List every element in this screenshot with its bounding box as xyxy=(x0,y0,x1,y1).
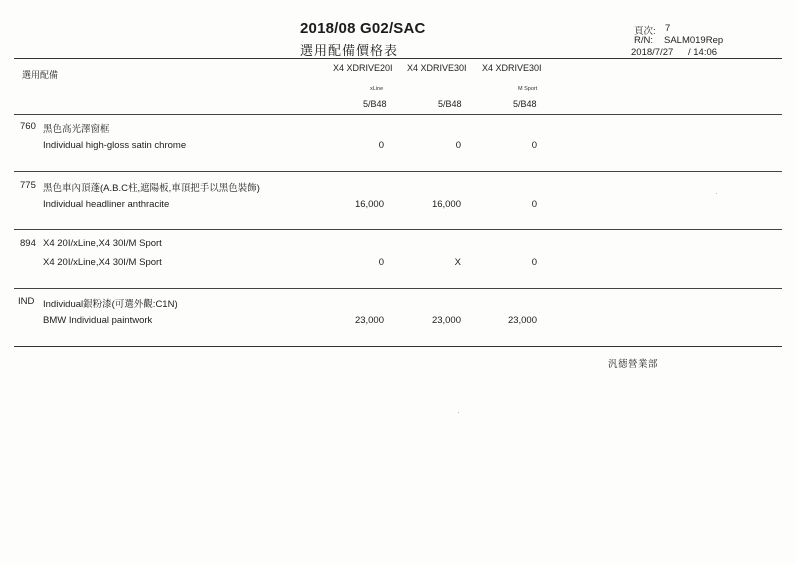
option-name-zh: X4 20I/xLine,X4 30I/M Sport xyxy=(43,238,162,249)
option-name-en: Individual high-gloss satin chrome xyxy=(43,140,187,151)
report-subtitle: 選用配備價格表 xyxy=(300,43,399,58)
column-header-rule xyxy=(14,114,782,115)
option-code: 775 xyxy=(20,180,36,191)
option-name-zh: 黑色高光澤窗框 xyxy=(43,124,110,135)
table-bottom-rule xyxy=(14,346,782,347)
price-model-3: 23,000 xyxy=(507,315,537,326)
report-date: 2018/7/27 xyxy=(631,47,674,58)
price-model-2: 23,000 xyxy=(431,315,461,326)
model-2-name: X4 XDRIVE30I xyxy=(407,63,467,73)
option-code: 760 xyxy=(20,121,36,132)
price-model-2: X xyxy=(454,257,461,268)
price-model-3: 0 xyxy=(531,140,537,151)
model-2-code: 5/B48 xyxy=(438,99,462,109)
option-name-zh: Individual銀粉漆(可選外觀:C1N) xyxy=(43,299,178,310)
option-name-en: X4 20I/xLine,X4 30I/M Sport xyxy=(43,257,162,268)
price-model-2: 0 xyxy=(455,140,461,151)
department-name: 汎德營業部 xyxy=(608,359,659,370)
page-label: 頁次: xyxy=(634,26,656,37)
model-3-code: 5/B48 xyxy=(513,99,537,109)
model-1-code: 5/B48 xyxy=(363,99,387,109)
model-3-name: X4 XDRIVE30I xyxy=(482,63,542,73)
row-divider xyxy=(14,171,782,172)
price-model-1: 0 xyxy=(378,140,384,151)
price-model-3: 0 xyxy=(531,199,537,210)
scan-speck xyxy=(716,193,717,194)
price-model-3: 0 xyxy=(531,257,537,268)
option-name-en: BMW Individual paintwork xyxy=(43,315,153,326)
row-divider xyxy=(14,288,782,289)
rn-value: SALM019Rep xyxy=(664,35,724,46)
price-model-1: 16,000 xyxy=(354,199,384,210)
price-model-1: 23,000 xyxy=(354,315,384,326)
option-name-zh: 黑色車內頂蓬(A.B.C柱,遮陽板,車頂把手以黑色裝飾) xyxy=(43,183,260,194)
row-divider xyxy=(14,229,782,230)
scan-speck xyxy=(458,412,459,413)
report-title: 2018/08 G02/SAC xyxy=(300,20,426,37)
price-model-2: 16,000 xyxy=(431,199,461,210)
page-number: 7 xyxy=(665,23,671,34)
option-code: 894 xyxy=(20,238,36,249)
model-1-name: X4 XDRIVE20I xyxy=(333,63,393,73)
option-code: IND xyxy=(18,296,35,307)
price-model-1: 0 xyxy=(378,257,384,268)
options-column-label: 選用配備 xyxy=(22,70,59,80)
option-name-en: Individual headliner anthracite xyxy=(43,199,170,210)
model-1-trim: xLine xyxy=(370,86,384,92)
header-rule xyxy=(14,58,782,59)
report-time: / 14:06 xyxy=(688,47,718,58)
model-3-trim: M Sport xyxy=(518,86,538,92)
rn-label: R/N: xyxy=(634,35,653,46)
